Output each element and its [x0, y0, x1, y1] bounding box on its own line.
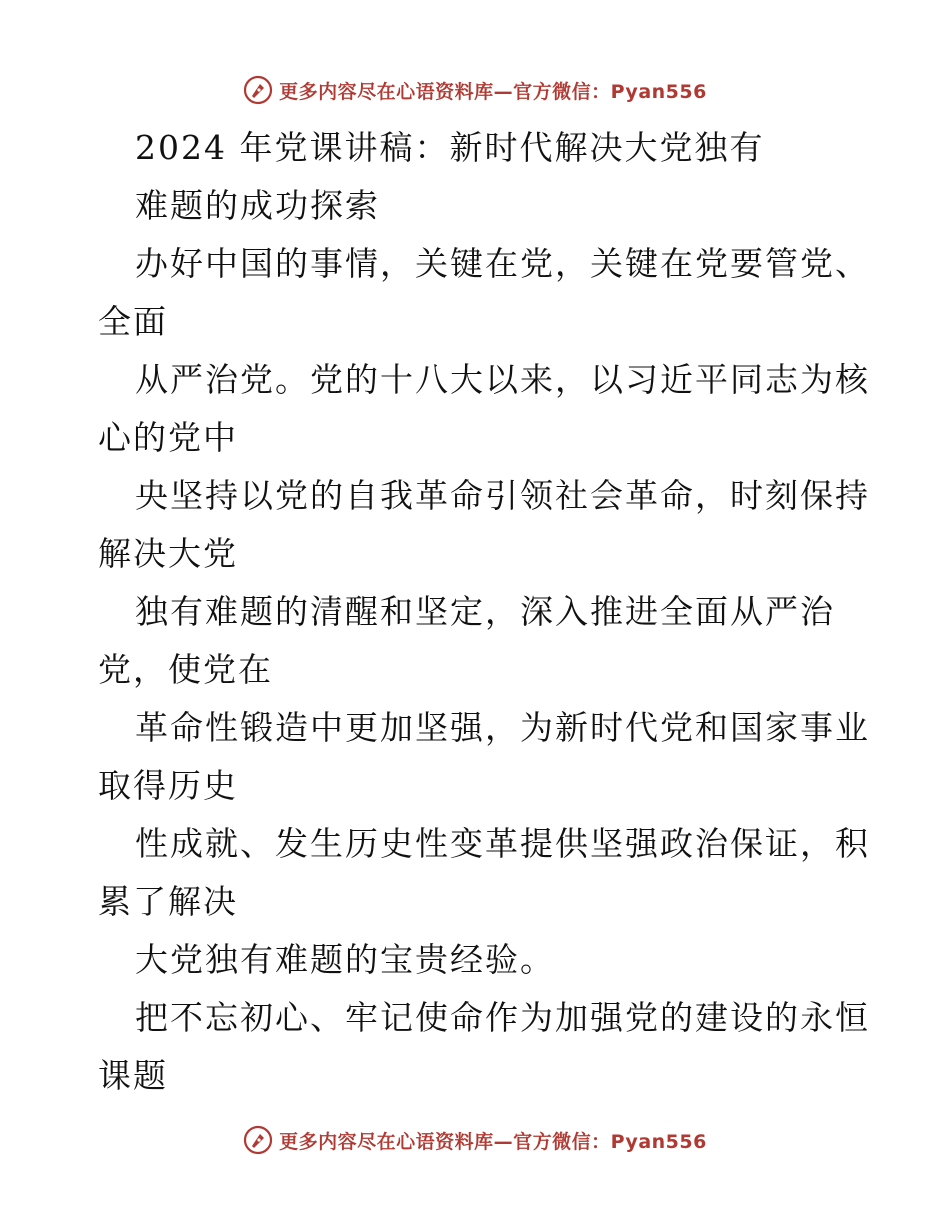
pen-nib-logo-icon [243, 75, 273, 105]
text-line: 把不忘初心、牢记使命作为加强党的建设的永恒 [135, 998, 870, 1037]
text-line: 办好中国的事情，关键在党，关键在党要管党、 [135, 244, 870, 283]
text-line: 大党独有难题的宝贵经验。 [135, 940, 555, 979]
text-line: 课题 [98, 1056, 168, 1095]
pen-nib-logo-icon [243, 1125, 273, 1155]
header-watermark-banner [0, 72, 950, 108]
footer-watermark-banner [0, 1122, 950, 1158]
text-line: 累了解决 [98, 882, 238, 921]
text-line: 难题的成功探索 [135, 186, 380, 225]
text-line: 心的党中 [98, 418, 238, 457]
text-line: 央坚持以党的自我革命引领社会革命，时刻保持 [135, 476, 870, 515]
document-body [98, 125, 870, 1111]
text-line: 2024 年党课讲稿：新时代解决大党独有 [135, 128, 765, 167]
text-line: 从严治党。党的十八大以来，以习近平同志为核 [135, 360, 870, 399]
text-line: 全面 [98, 302, 168, 341]
text-line: 独有难题的清醒和坚定，深入推进全面从严治 [135, 592, 835, 631]
text-line: 解决大党 [98, 534, 238, 573]
text-line: 性成就、发生历史性变革提供坚强政治保证，积 [135, 824, 870, 863]
watermark-text: 更多内容尽在心语资料库—官方微信：Pyan556 [279, 1130, 707, 1153]
text-line: 革命性锻造中更加坚强，为新时代党和国家事业 [135, 708, 870, 747]
watermark-text: 更多内容尽在心语资料库—官方微信：Pyan556 [279, 80, 707, 103]
text-line: 取得历史 [98, 766, 238, 805]
text-line: 党，使党在 [98, 650, 273, 689]
